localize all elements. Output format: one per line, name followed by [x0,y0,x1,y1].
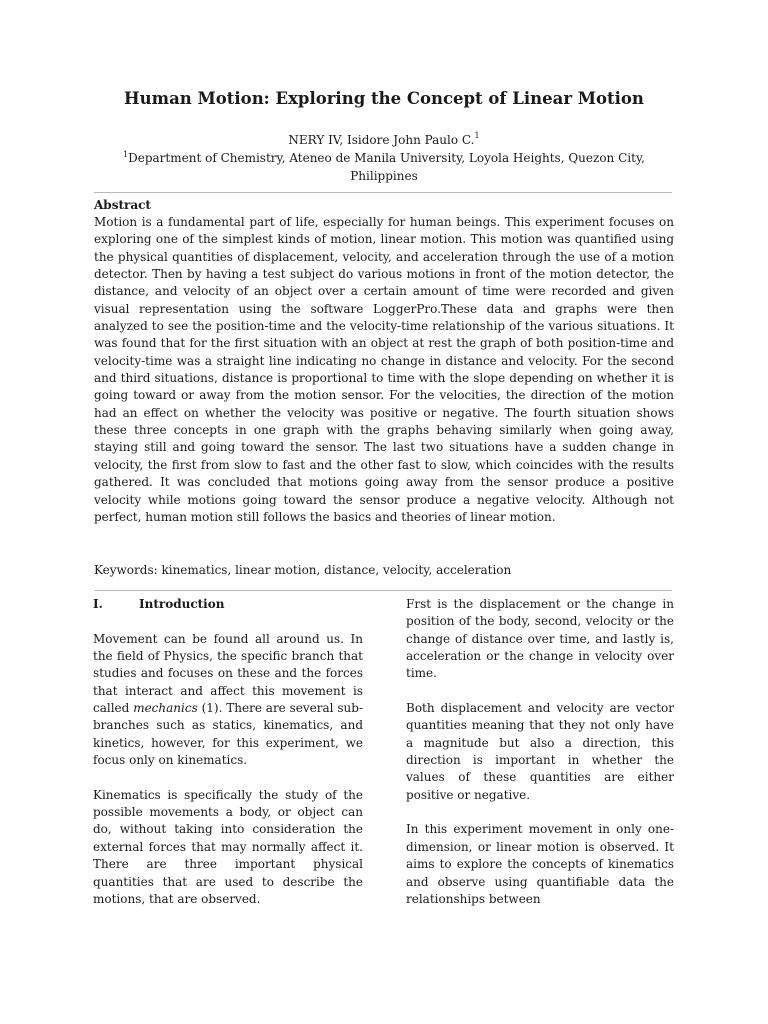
abstract-heading: Abstract [94,198,151,212]
keywords-divider [94,590,672,591]
author-name: NERY IV, Isidore John Paulo C. [288,133,475,147]
section-number: I. [93,597,103,611]
intro-paragraph-5: In this experiment movement in only one-dimension, or linear motion is observed. It aims to explore the concepts of kinematics and observe using quantifiable data the relationships between [406,822,674,906]
left-column [93,596,363,926]
abstract-body: Motion is a fundamental part of life, especially for human beings. This experiment focuses on exploring one of the simplest kinds of motion, linear motion. This motion was quantified using the physical quantities of displacement, velocity, and acceleration through the use of a motion detector. Then by having a test subject do various motions in front of the motion detector, the distance, and velocity of an object over a certain amount of time were recorded and given visual representation using the software LoggerPro.These data and graphs were then analyzed to see the position-time and the velocity-time relationship of the various situations. It was found that for the first situation with an object at rest the graph of both position-time and velocity-time was a straight line indicating no change in distance and velocity. For the second and third situations, distance is proportional to time with the slope depending on whether it is going toward or away from the motion sensor. For the velocities, the direction of the motion had an effect on whether the velocity was positive or negative. The fourth situation shows these three concepts in one graph with the graphs behaving similarly when going away, staying still and going toward the sensor. The last two situations have a sudden change in velocity, the first from slow to fast and the other fast to slow, which coincides with the results gathered. It was concluded that motions going away from the sensor produce a positive velocity while motions going toward the sensor produce a negative velocity. Although not perfect, human motion still follows the basics and theories of linear motion. [94,215,674,524]
paper-title: Human Motion: Exploring the Concept of Linear Motion [124,89,644,108]
affiliation [104,146,664,185]
author-affiliation-marker: 1 [474,131,480,140]
keywords: Keywords: kinematics, linear motion, distance, velocity, acceleration [94,563,512,577]
top-divider [94,192,672,193]
affiliation-text: Department of Chemistry, Ateneo de Manila University, Loyola Heights, Quezon City, Philippines [128,151,645,183]
section-heading-introduction [93,596,363,613]
intro-paragraph-1: Movement can be found all around us. In the field of Physics, the specific branch that studies and focuses on these and the forces that interact and affect this movement is called mechanics (1). There are several sub-branches such as statics, kinematics, and kinetics, however, for this experiment, we focus only on kinematics. [93,631,363,768]
affiliation-marker: 1 [123,150,129,159]
intro-paragraph-3: Frst is the displacement or the change in position of the body, second, velocity or the change of distance over time, and lastly is, acceleration or the change in velocity over time. [406,597,674,681]
intro-paragraph-4: Both displacement and velocity are vector quantities meaning that they not only have a magnitude but also a direction, this direction is important in whether the values of these quantities are either positive or negative. [406,701,674,802]
section-title: Introduction [139,597,225,611]
intro-paragraph-2: Kinematics is specifically the study of the possible movements a body, or object can do, without taking into consideration the external forces that may normally affect it. There are three important physical quantities that are used to describe the motions, that are observed. [93,787,363,906]
term-mechanics: mechanics [133,701,198,716]
right-column [406,596,674,926]
